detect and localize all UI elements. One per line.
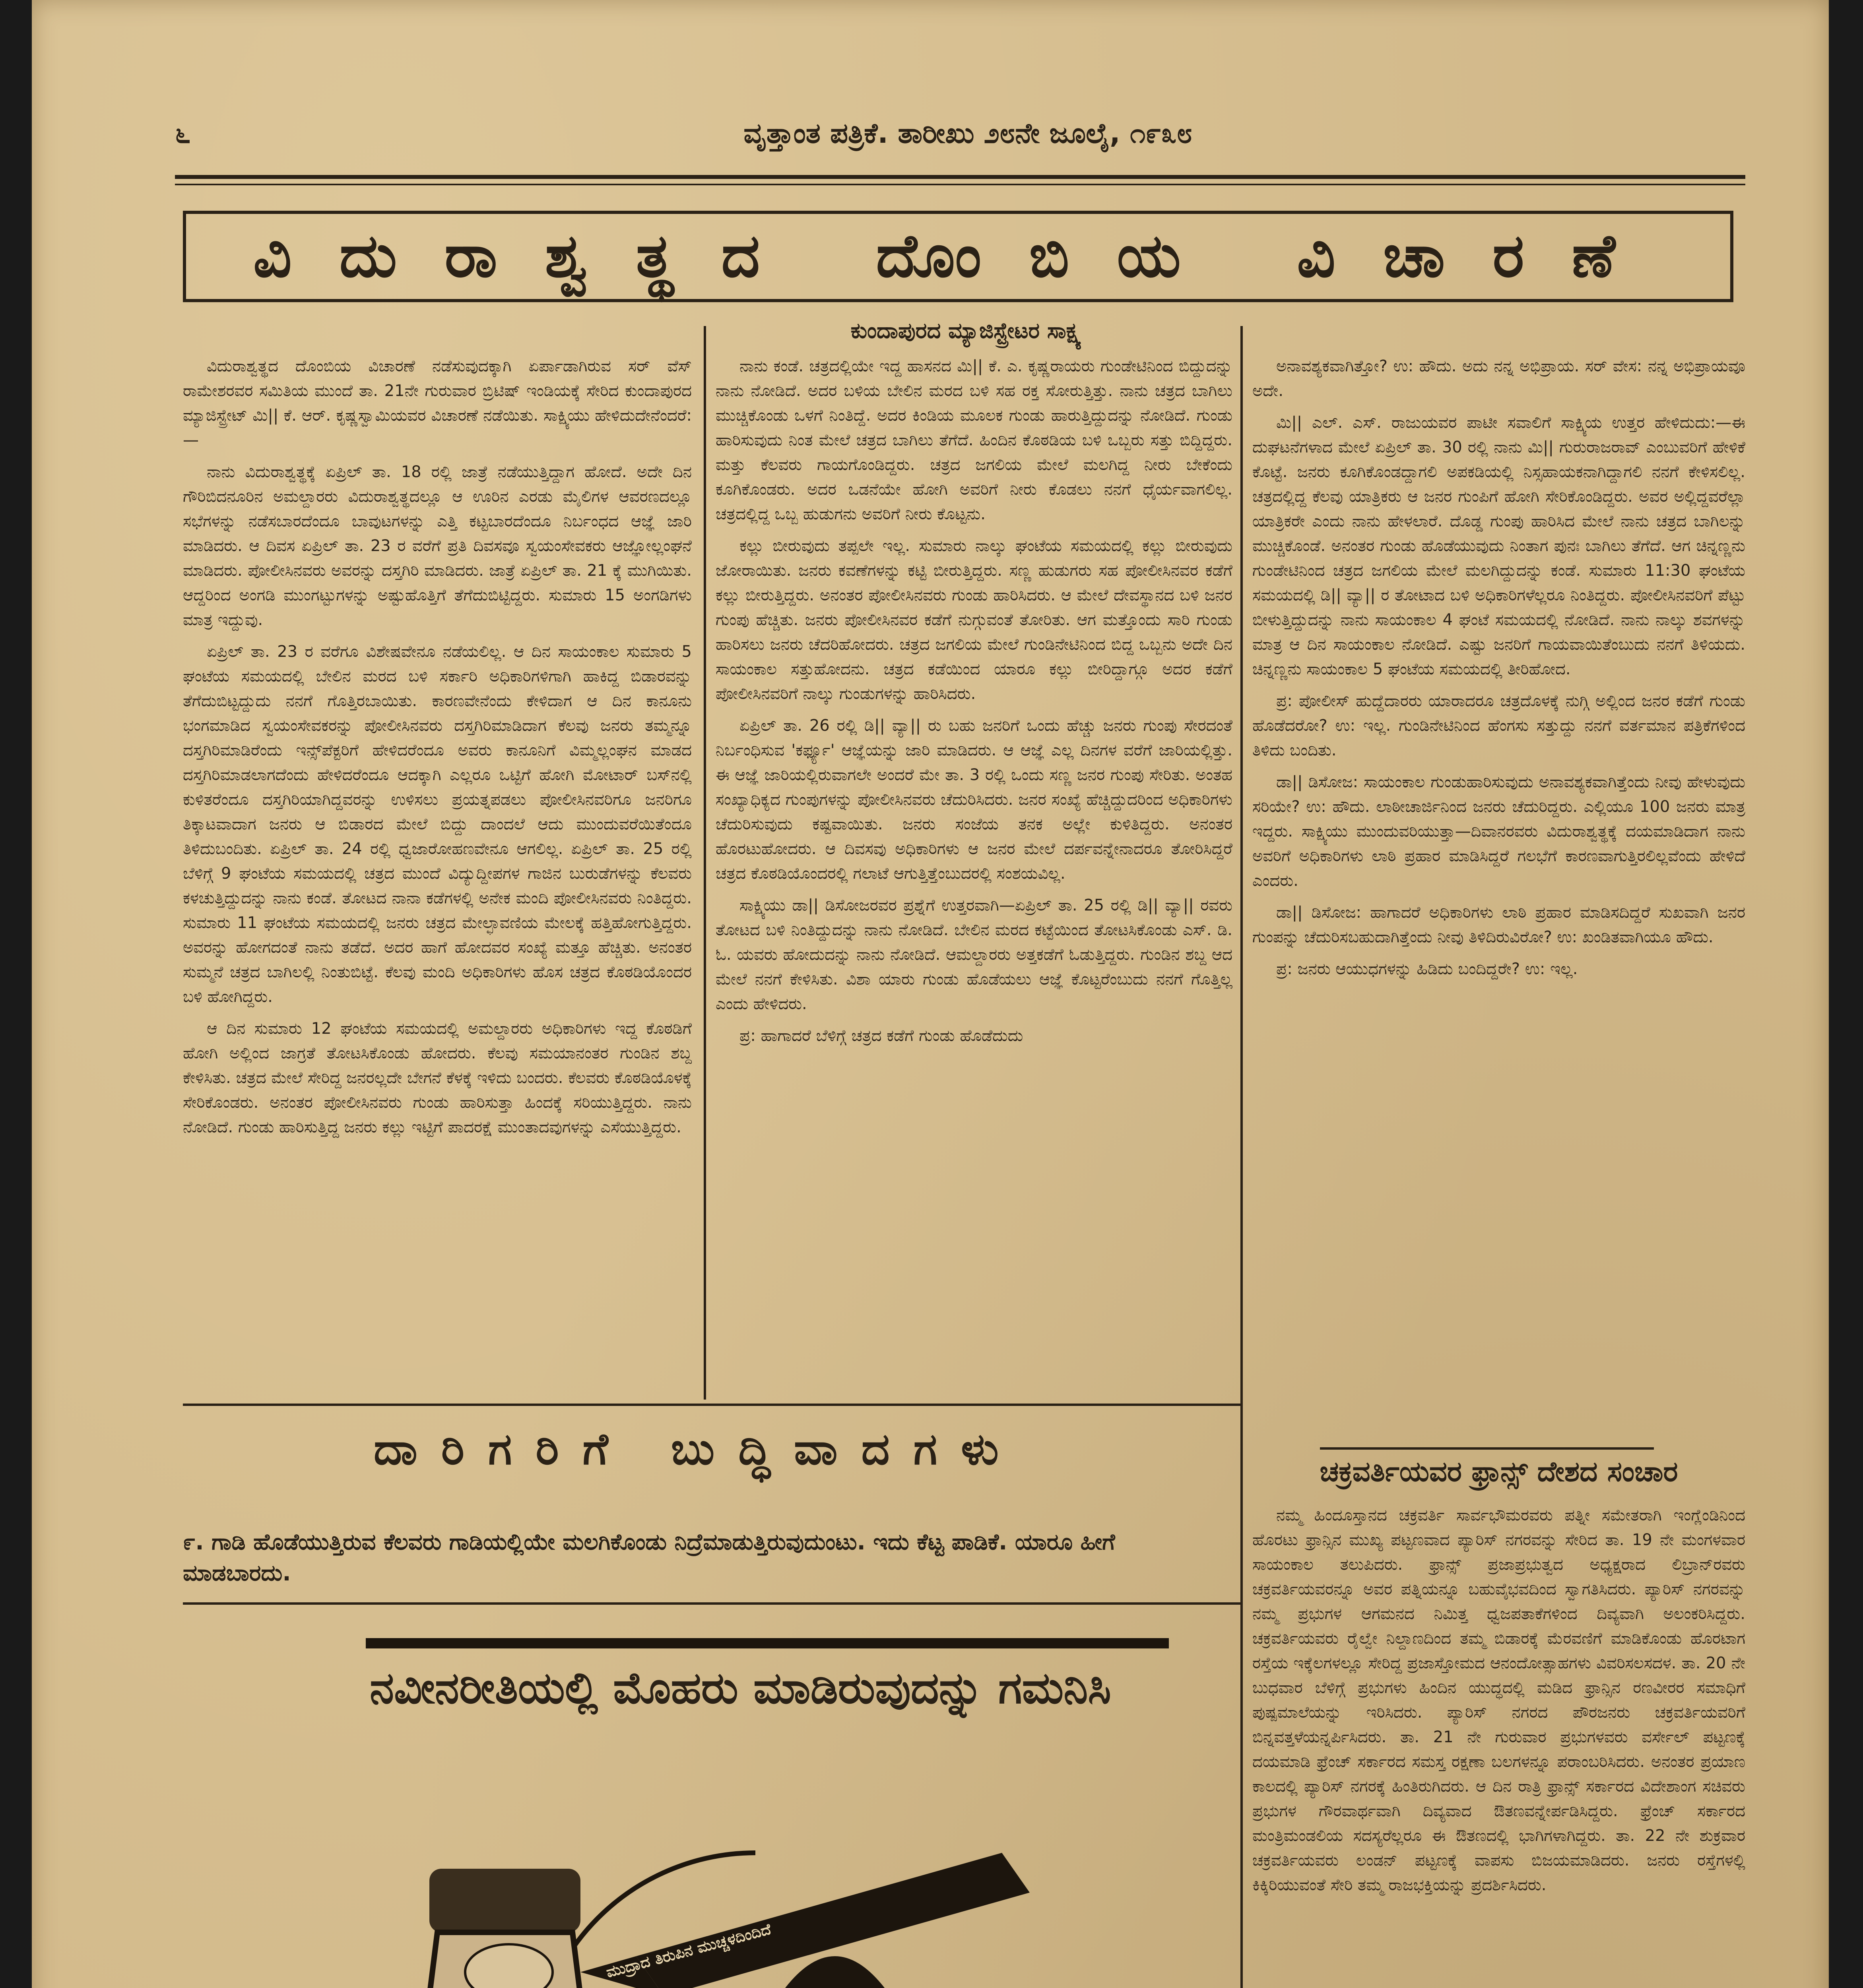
paragraph: ಆ ದಿನ ಸುಮಾರು 12 ಘಂಟೆಯ ಸಮಯದಲ್ಲಿ ಅಮಲ್ದಾರರು ಅಧಿಕಾರಿಗಳು ಇದ್ದ ಕೊಠಡಿಗೆ ಹೋಗಿ ಅಲ್ಲಿಂದ ಜಾಗ್ರತೆ ತೋಟಸಿಕೊಂಡು ಹೋದರು. ಕೆಲವು ಸಮಯಾನಂತರ ಗುಂಡಿನ ಶಬ್ದ ಕೇಳಿಸಿತು. ಚತ್ರದ ಮೇಲೆ ಸೇರಿದ್ದ ಜನರಲ್ಲದೇ ಬೇಗನೆ ಕೆಳಕ್ಕೆ ಇಳಿದು ಬಂದರು. ಕೆಲವರು ಕೊಠಡಿಯೊಳಕ್ಕೆ ಸೇರಿಕೊಂಡರು. ಅನಂತರ ಪೋಲೀಸಿನವರು ಗುಂಡು ಹಾರಿಸುತ್ತಾ ಹಿಂದಕ್ಕೆ ಸರಿಯುತ್ತಿದ್ದರು. ನಾನು ನೋಡಿದೆ. ಗುಂಡು ಹಾರಿಸುತ್ತಿದ್ದ ಜನರು ಕಲ್ಲು ಇಟ್ಟಿಗೆ ಪಾದರಕ್ಷೆ ಮುಂತಾದವುಗಳನ್ನು ಎಸೆಯುತ್ತಿದ್ದರು. bbox=[183, 1019, 692, 1136]
page-header bbox=[175, 115, 1745, 151]
paragraph: ಮಿ|| ಎಲ್. ಎಸ್. ರಾಜುಯವರ ಪಾಟೀ ಸವಾಲಿಗೆ ಸಾಕ್ಷ್ಯಿಯ ಉತ್ತರ ಹೇಳಿದುದು:—ಈ ದುಘಟನೆಗಳಾದ ಮೇಲೆ ಏಪ್ರಿಲ್ ತಾ. 30 ರಲ್ಲಿ ನಾನು ಮಿ|| ಗುರುರಾಜರಾವ್ ಎಂಬುವರಿಗೆ ಹೇಳಿಕೆ ಕೊಟ್ಟೆ. ಜನರು ಕೂಗಿಕೊಂಡದ್ದಾಗಲಿ ಅಪಕಡಿಯಲ್ಲಿ ನಿಸ್ಸಹಾಯಕನಾಗಿದ್ದಾಗಲಿ ನನಗೆ ಕೇಳಿಸಲಿಲ್ಲ. ಚತ್ರದಲ್ಲಿದ್ದ ಕೆಲವು ಯಾತ್ರಿಕರು ಆ ಜನರ ಗುಂಪಿಗೆ ಹೋಗಿ ಸೇರಿಕೊಂಡಿದ್ದರು. ಅವರ ಅಲ್ಲಿದ್ದವರೆಲ್ಲಾ ಯಾತ್ರಿಕರೇ ಎಂದು ನಾನು ಹೇಳಲಾರೆ. ದೊಡ್ಡ ಗುಂಪು ಹಾರಿಸಿದ ಮೇಲೆ ನಾನು ಚತ್ರದ ಬಾಗಿಲನ್ನು ಮುಚ್ಚಿಕೊಂಡೆ. ಅನಂತರ ಗುಂಡು ಹೊಡೆಯುವುದು ನಿಂತಾಗ ಪುನಃ ಬಾಗಿಲು ತೆಗೆದೆ. ಆಗ ಚಿನ್ನಣ್ಣನು ಗುಂಡೇಟಿನಿಂದ ಚತ್ರದ ಜಗಲಿಯ ಮೇಲೆ ಮಲಗಿದ್ದುದನ್ನು ಕಂಡೆ. ಸುಮಾರು 11:30 ಘಂಟೆಯ ಸಮಯದಲ್ಲಿ ಡಿ|| ವ್ಯಾ|| ರ ತೋಟಾದ ಬಳಿ ಅಧಿಕಾರಿಗಳೆಲ್ಲರೂ ನಿಂತಿದ್ದರು. ಪೋಲೀಸಿನವರಿಗೆ ಪೆಟ್ಟು ಬೀಳುತ್ತಿದ್ದುದನ್ನು ನಾನು ಸಾಯಂಕಾಲ 4 ಘಂಟೆ ಸಮಯದಲ್ಲಿ ನೋಡಿದೆ. ನಾನು ನಾಲ್ಕು ಶವಗಳನ್ನು ಮಾತ್ರ ಆ ದಿನ ಸಾಯಂಕಾಲ ನೋಡಿದೆ. ಎಷ್ಟು ಜನರಿಗೆ ಗಾಯವಾಯಿತೆಂಬುದು ನನಗೆ ತಿಳಿಯದು. ಚಿನ್ನಣ್ಣನು ಸಾಯಂಕಾಲ 5 ಘಂಟೆಯ ಸಮಯದಲ್ಲಿ ತೀರಿಹೋದ. bbox=[1252, 414, 1745, 678]
column-divider bbox=[1240, 326, 1243, 1988]
paragraph: ಕಲ್ಲು ಬೀರುವುದು ತಪ್ಪಲೇ ಇಲ್ಲ. ಸುಮಾರು ನಾಲ್ಕು ಘಂಟೆಯ ಸಮಯದಲ್ಲಿ ಕಲ್ಲು ಬೀರುವುದು ಜೋರಾಯಿತು. ಜನರು ಕವಣೆಗಳನ್ನು ಕಟ್ಟಿ ಬೀರುತ್ತಿದ್ದರು. ಸಣ್ಣ ಹುಡುಗರು ಸಹ ಪೋಲೀಸಿನವರ ಕಡೆಗೆ ಕಲ್ಲು ಬೀರುತ್ತಿದ್ದರು. ಅನಂತರ ಪೋಲೀಸಿನವರು ಗುಂಡು ಹಾರಿಸಿದರು. ಆ ಮೇಲೆ ದೇವಸ್ಥಾನದ ಬಳಿ ಜನರ ಗುಂಪು ಹೆಚ್ಚಿತು. ಜನರು ಪೋಲೀಸಿನವರ ಕಡೆಗೆ ನುಗ್ಗುವಂತೆ ತೋರಿತು. ಆಗ ಮತ್ತೊಂದು ಸಾರಿ ಗುಂಡು ಹಾರಿಸಲು ಜನರು ಚೆದರಿಹೋದರು. ಚತ್ರದ ಜಗಲಿಯ ಮೇಲೆ ಗುಂಡಿನೇಟಿನಿಂದ ಬಿದ್ದ ಒಬ್ಬನು ಅದೇ ದಿನ ಸಾಯಂಕಾಲ ಸತ್ತುಹೋದನು. ಚತ್ರದ ಕಡೆಯಿಂದ ಯಾರೂ ಕಲ್ಲು ಬೀರಿದ್ದಾಗ್ಗೂ ಅದರ ಕಡೆಗೆ ಪೋಲೀಸಿನವರಿಗೆ ನಾಲ್ಕು ಗುಂಡುಗಳನ್ನು ಹಾರಿಸಿದರು. bbox=[716, 537, 1232, 703]
article-subheading: ಕುಂದಾಪುರದ ಮ್ಯಾಜಿಸ್ಟ್ರೇಟರ ಸಾಕ್ಷ್ಯ bbox=[850, 318, 1082, 343]
bottle-cap bbox=[429, 1869, 580, 1932]
article-column-2 bbox=[716, 354, 1232, 1388]
bottle-seal bbox=[465, 1944, 553, 1988]
paragraph: ಪ್ರ: ಪೋಲೀಸ್ ಹುದ್ದೆದಾರರು ಯಾರಾದರೂ ಚತ್ರದೊಳಕ್ಕೆ ನುಗ್ಗಿ ಅಲ್ಲಿಂದ ಜನರ ಕಡೆಗೆ ಗುಂಡು ಹೊಡೆದರೋ? ಉ: ಇಲ್ಲ. ಗುಂಡಿನೇಟಿನಿಂದ ಹೆಂಗಸು ಸತ್ತುದ್ದು ನನಗೆ ವರ್ತಮಾನ ಪತ್ರಿಕೆಗಳಿಂದ ತಿಳಿದು ಬಂದಿತು. bbox=[1252, 692, 1745, 759]
paragraph: ಪ್ರ: ಹಾಗಾದರೆ ಬೆಳಿಗ್ಗೆ ಚತ್ರದ ಕಡೆಗೆ ಗುಂಡು ಹೊಡೆದುದು bbox=[739, 1027, 1023, 1045]
tips-title: ದಾರಿಗರಿಗೆ ಬುದ್ಧಿವಾದಗಳು bbox=[374, 1423, 1023, 1474]
paragraph: ವಿದುರಾಶ್ವತ್ಥದ ದೊಂಬಿಯ ವಿಚಾರಣೆ ನಡೆಸುವುದಕ್ಕಾಗಿ ಏರ್ಪಾಡಾಗಿರುವ ಸರ್ ವೆಸ್ ರಾಮೇಶರವರ ಸಮಿತಿಯ ಮುಂದೆ ತಾ. 21ನೇ ಗುರುವಾರ ಬ್ರಿಟಿಷ್ ಇಂಡಿಯಕ್ಕೆ ಸೇರಿದ ಕುಂದಾಪುರದ ಮ್ಯಾಜಿಸ್ಟ್ರೇಟ್ ಮಿ|| ಕೆ. ಆರ್. ಕೃಷ್ಣಸ್ವಾಮಿಯವರ ವಿಚಾರಣೆ ನಡೆಯಿತು. ಸಾಕ್ಷ್ಯಿಯು ಹೇಳಿದುದೇನೆಂದರೆ:— bbox=[183, 357, 692, 449]
woman-hair bbox=[779, 1956, 979, 1988]
ad-ribbon-text: ಮುದ್ರಾದ ತಿರುಪಿನ ಮುಚ್ಚಳದಿಂದಿದೆ bbox=[604, 1920, 773, 1981]
story-rule bbox=[1320, 1447, 1654, 1450]
article-banner bbox=[183, 211, 1733, 302]
paragraph: ಪ್ರ: ಜನರು ಆಯುಧಗಳನ್ನು ಹಿಡಿದು ಬಂದಿದ್ದರೇ? ಉ: ಇಲ್ಲ. bbox=[1276, 960, 1578, 978]
header-rule-thin bbox=[175, 184, 1745, 185]
page-number: ೬ bbox=[175, 116, 191, 149]
paragraph: ಡಾ|| ಡಿಸೋಜ: ಸಾಯಂಕಾಲ ಗುಂಡುಹಾರಿಸುವುದು ಅನಾವಶ್ಯಕವಾಗಿತ್ತೆಂದು ನೀವು ಹೇಳುವುದು ಸರಿಯೇ? ಉ: ಹೌದು. ಲಾಠೀಚಾರ್ಜಿನಿಂದ ಜನರು ಚೆದುರಿದ್ದರು. ಎಲ್ಲಿಯೂ 100 ಜನರು ಮಾತ್ರ ಇದ್ದರು. ಸಾಕ್ಷ್ಯಿಯು ಮುಂದುವರಿಯುತ್ತಾ—ದಿವಾನರವರು ವಿದುರಾಶ್ವತ್ಥಕ್ಕೆ ದಯಮಾಡಿದಾಗ ನಾನು ಅವರಿಗೆ ಅಧಿಕಾರಿಗಳು ಲಾಠಿ ಪ್ರಹಾರ ಮಾಡಿಸಿದ್ದರೆ ಗಲಭೆಗೆ ಕಾರಣವಾಗುತ್ತಿರಲಿಲ್ಲವೆಂದು ಹೇಳಿದೆ ಎಂದರು. bbox=[1252, 773, 1745, 890]
paragraph: ನಾನು ವಿದುರಾಶ್ವತ್ಥಕ್ಕೆ ಏಪ್ರಿಲ್ ತಾ. 18 ರಲ್ಲಿ ಜಾತ್ರೆ ನಡೆಯುತ್ತಿದ್ದಾಗ ಹೋದೆ. ಅದೇ ದಿನ ಗೌರಿಬಿದನೂರಿನ ಅಮಲ್ದಾರರು ವಿದುರಾಶ್ವತ್ಥದಲ್ಲೂ ಆ ಊರಿನ ಎರಡು ಮೈಲಿಗಳ ಆವರಣದಲ್ಲೂ ಸಭೆಗಳನ್ನು ನಡೆಸಬಾರದೆಂದೂ ಬಾವುಟಗಳನ್ನು ಎತ್ತಿ ಕಟ್ಟಬಾರದೆಂದೂ ನಿರ್ಬಂಧದ ಆಜ್ಞೆ ಜಾರಿ ಮಾಡಿದರು. ಆ ದಿವಸ ಏಪ್ರಿಲ್ ತಾ. 23 ರ ವರೆಗೆ ಪ್ರತಿ ದಿವಸವೂ ಸ್ವಯಂಸೇವಕರು ಆಜ್ಞೋಲ್ಲಂಘನೆ ಮಾಡಿದರು. ಪೋಲೀಸಿನವರು ಅವರನ್ನು ದಸ್ತಗಿರಿ ಮಾಡಿದರು. ಜಾತ್ರೆ ಏಪ್ರಿಲ್ ತಾ. 21 ಕ್ಕೆ ಮುಗಿಯಿತು. ಆದ್ದರಿಂದ ಅಂಗಡಿ ಮುಂಗಟ್ಟುಗಳನ್ನು ಅಷ್ಟುಹೊತ್ತಿಗೆ ತೆಗೆದುಬಿಟ್ಟಿದ್ದರು. ಸುಮಾರು 15 ಅಂಗಡಿಗಳು ಮಾತ್ರ ಇದ್ದುವು. bbox=[183, 463, 692, 629]
ad-illustration bbox=[358, 1749, 1193, 1988]
banner-title: ವಿದುರಾಶ್ವತ್ಥದ ದೊಂಬಿಯ ವಿಚಾರಣೆ bbox=[253, 221, 1663, 291]
paragraph: ಅನಾವಶ್ಯಕವಾಗಿತ್ತೋ? ಉ: ಹೌದು. ಅದು ನನ್ನ ಅಭಿಪ್ರಾಯ. ಸರ್ ವೇಸ: ನನ್ನ ಅಭಿಪ್ರಾಯವೂ ಅದೇ. bbox=[1252, 357, 1745, 400]
tips-text: ೯. ಗಾಡಿ ಹೊಡೆಯುತ್ತಿರುವ ಕೆಲವರು ಗಾಡಿಯಲ್ಲಿಯೇ ಮಲಗಿಕೊಂಡು ನಿದ್ರೆಮಾಡುತ್ತಿರುವುದುಂಟು. ಇದು ಕೆಟ್ಟ ಪಾಡಿಕೆ. ಯಾರೂ ಹೀಗೆ ಮಾಡಬಾರದು. bbox=[183, 1529, 1115, 1586]
ad-top-bar bbox=[366, 1638, 1169, 1648]
masthead: ವೃತ್ತಾಂತ ಪತ್ರಿಕೆ. ತಾರೀಖು ೨೮ನೇ ಜೂಲೈ, ೧೯೩೮ bbox=[743, 116, 1192, 149]
newspaper-page bbox=[32, 0, 1829, 1988]
paragraph: ನಮ್ಮ ಹಿಂದೂಸ್ತಾನದ ಚಕ್ರವರ್ತಿ ಸಾರ್ವಭೌಮರವರು ಪತ್ನೀ ಸಮೇತರಾಗಿ ಇಂಗ್ಲೆಂಡಿನಿಂದ ಹೊರಟು ಫ್ರಾನ್ಸಿನ ಮುಖ್ಯ ಪಟ್ಟಣವಾದ ಪ್ಯಾರಿಸ್ ನಗರವನ್ನು ಸೇರಿದ ತಾ. 19 ನೇ ಮಂಗಳವಾರ ಸಾಯಂಕಾಲ ತಲುಪಿದರು. ಫ್ರಾನ್ಸ್ ಪ್ರಜಾಪ್ರಭುತ್ವದ ಅಧ್ಯಕ್ಷರಾದ ಲಿಬ್ರಾನ್‌ರವರು ಚಕ್ರವರ್ತಿಯವರನ್ನೂ ಅವರ ಪತ್ನಿಯನ್ನೂ ಬಹುವೈಭವದಿಂದ ಸ್ವಾಗತಿಸಿದರು. ಪ್ಯಾರಿಸ್ ನಗರವನ್ನು ನಮ್ಮ ಪ್ರಭುಗಳ ಆಗಮನದ ನಿಮಿತ್ತ ಧ್ವಜಪತಾಕೆಗಳಿಂದ ದಿವ್ಯವಾಗಿ ಅಲಂಕರಿಸಿದ್ದರು. ಚಕ್ರವರ್ತಿಯವರು ರೈಲ್ವೇ ನಿಲ್ದಾಣದಿಂದ ತಮ್ಮ ಬಿಡಾರಕ್ಕೆ ಮೆರವಣಿಗೆ ಮಾಡಿಕೊಂಡು ಹೊರಟಾಗ ರಸ್ತೆಯ ಇಕ್ಕೆಲಗಳಲ್ಲೂ ಸೇರಿದ್ದ ಪ್ರಜಾಸ್ತೋಮದ ಆನಂದೋತ್ಸಾಹಗಳು ವಿವರಿಸಲಸದಳ. ತಾ. 20 ನೇ ಬುಧವಾರ ಬೆಳಿಗ್ಗೆ ಪ್ರಭುಗಳು ಹಿಂದಿನ ಯುದ್ಧದಲ್ಲಿ ಮಡಿದ ಫ್ರಾನ್ಸಿನ ರಣವೀರರ ಸಮಾಧಿಗೆ ಪುಷ್ಪಮಾಲೆಯನ್ನು ಇರಿಸಿದರು. ಪ್ಯಾರಿಸ್ ನಗರದ ಪೌರಜನರು ಚಕ್ರವರ್ತಿಯವರಿಗೆ ಬಿನ್ನವತ್ತಳೆಯನ್ನರ್ಪಿಸಿದರು. ತಾ. 21 ನೇ ಗುರುವಾರ ಪ್ರಭುಗಳವರು ವರ್ಸೇಲ್ ಪಟ್ಟಣಕ್ಕೆ ದಯಮಾಡಿ ಫ್ರೆಂಚ್ ಸರ್ಕಾರದ ಸಮಸ್ತ ರಕ್ಷಣಾ ಬಲಗಳನ್ನೂ ಪರಾಂಬರಿಸಿದರು. ಅನಂತರ ಪ್ರಯಾಣ ಕಾಲದಲ್ಲಿ ಪ್ಯಾರಿಸ್ ನಗರಕ್ಕೆ ಹಿಂತಿರುಗಿದರು. ಆ ದಿನ ರಾತ್ರಿ ಫ್ರಾನ್ಸ್ ಸರ್ಕಾರದ ವಿದೇಶಾಂಗ ಸಚಿವರು ಪ್ರಭುಗಳ ಗೌರವಾರ್ಥವಾಗಿ ದಿವ್ಯವಾದ ಔತಣವನ್ನೇರ್ಪಡಿಸಿದ್ದರು. ಫ್ರೆಂಚ್ ಸರ್ಕಾರದ ಮಂತ್ರಿಮಂಡಲಿಯ ಸದಸ್ಯರೆಲ್ಲರೂ ಈ ಔತಣದಲ್ಲಿ ಭಾಗಿಗಳಾಗಿದ್ದರು. ತಾ. 22 ನೇ ಶುಕ್ರವಾರ ಚಕ್ರವರ್ತಿಯವರು ಲಂಡನ್ ಪಟ್ಟಣಕ್ಕೆ ವಾಪಸು ಬಿಜಯಮಾಡಿದರು. ಜನರು ರಸ್ತೆಗಳಲ್ಲಿ ಕಿಕ್ಕಿರಿಯುವಂತೆ ಸೇರಿ ತಮ್ಮ ರಾಜಭಕ್ತಿಯನ್ನು ಪ್ರದರ್ಶಿಸಿದರು. bbox=[1252, 1506, 1745, 1894]
france-article bbox=[1252, 1503, 1745, 1988]
header-rule bbox=[175, 175, 1745, 179]
france-title: ಚಕ್ರವರ್ತಿಯವರ ಫ್ರಾನ್ಸ್ ದೇಶದ ಸಂಚಾರ bbox=[1320, 1455, 1678, 1488]
paragraph: ಏಪ್ರಿಲ್ ತಾ. 26 ರಲ್ಲಿ ಡಿ|| ವ್ಯಾ|| ರು ಬಹು ಜನರಿಗೆ ಒಂದು ಹೆಚ್ಚು ಜನರು ಗುಂಪು ಸೇರದಂತೆ ನಿರ್ಬಂಧಿಸುವ 'ಕರ್ಫ್ಯೂ' ಆಜ್ಞೆಯನ್ನು ಜಾರಿ ಮಾಡಿದರು. ಆ ಆಜ್ಞೆ ಎಲ್ಲ ದಿನಗಳ ವರೆಗೆ ಜಾರಿಯಲ್ಲಿತ್ತು. ಈ ಆಜ್ಞೆ ಜಾರಿಯಲ್ಲಿರುವಾಗಲೇ ಅಂದರೆ ಮೇ ತಾ. 3 ರಲ್ಲಿ ಒಂದು ಸಣ್ಣ ಜನರ ಗುಂಪು ಸೇರಿತು. ಅಂತಹ ಸಂಖ್ಯಾಧಿಕ್ಯದ ಗುಂಪುಗಳನ್ನು ಪೋಲೀಸಿನವರು ಚೆದುರಿಸಿದರು. ಜನರ ಸಂಖ್ಯೆ ಹೆಚ್ಚಿದ್ದುದರಿಂದ ಅಧಿಕಾರಿಗಳು ಚೆದುರಿಸುವುದು ಕಷ್ಟವಾಯಿತು. ಜನರು ಸಂಜೆಯ ತನಕ ಅಲ್ಲೇ ಕುಳಿತಿದ್ದರು. ಅನಂತರ ಹೊರಟುಹೋದರು. ಆ ದಿವಸವು ಅಧಿಕಾರಿಗಳು ಆ ಜನರ ಮೇಲೆ ದರ್ಪವನ್ನೇನಾದರೂ ತೋರಿಸಿದ್ದರೆ ಚತ್ರದ ಕೊಠಡಿಯೊಂದರಲ್ಲಿ ಗಲಾಟೆ ಆಗುತ್ತಿತ್ತೆಂಬುದರಲ್ಲಿ ಸಂಶಯವಿಲ್ಲ. bbox=[716, 716, 1232, 883]
section-rule bbox=[183, 1404, 1240, 1406]
article-column-3 bbox=[1252, 354, 1745, 1388]
paragraph: ಸಾಕ್ಷ್ಯಿಯು ಡಾ|| ಡಿಸೋಜರವರ ಪ್ರಶ್ನೆಗೆ ಉತ್ತರವಾಗಿ—ಏಪ್ರಿಲ್ ತಾ. 25 ರಲ್ಲಿ ಡಿ|| ವ್ಯಾ|| ರವರು ತೋಟದ ಬಳಿ ನಿಂತಿದ್ದುದನ್ನು ನಾನು ನೋಡಿದೆ. ಬೇಲಿನ ಮರದ ಕಟ್ಟೆಯಿಂದ ತೋಟಸಿಕೊಂಡು ಎಸ್. ಡಿ. ಓ. ಯವರು ಹೋದುದನ್ನು ನಾನು ನೋಡಿದೆ. ಆಮಲ್ದಾರರು ಅತ್ತಕಡೆಗೆ ಓಡುತ್ತಿದ್ದರು. ಗುಂಡಿನ ಶಬ್ದ ಆದ ಮೇಲೆ ನನಗೆ ಕೇಳಿಸಿತು. ವಿಶಾ ಯಾರು ಗುಂಡು ಹೊಡೆಯಲು ಆಜ್ಞೆ ಕೊಟ್ಟರೆಂಬುದು ನನಗೆ ಗೊತ್ತಿಲ್ಲ ಎಂದು ಹೇಳಿದರು. bbox=[716, 896, 1232, 1013]
column-divider bbox=[704, 326, 706, 1400]
paragraph: ಏಪ್ರಿಲ್ ತಾ. 23 ರ ವರೆಗೂ ವಿಶೇಷವೇನೂ ನಡೆಯಲಿಲ್ಲ. ಆ ದಿನ ಸಾಯಂಕಾಲ ಸುಮಾರು 5 ಘಂಟೆಯ ಸಮಯದಲ್ಲಿ ಬೇಲಿನ ಮರದ ಬಳಿ ಸರ್ಕಾರಿ ಅಧಿಕಾರಿಗಳಿಗಾಗಿ ಹಾಕಿದ್ದ ಬಿಡಾರವನ್ನು ತೆಗೆದುಬಿಟ್ಟದ್ದುದು ನನಗೆ ಗೊತ್ತಿರಬಾಯಿತು. ಕಾರಣವೇನೆಂದು ಕೇಳಿದಾಗ ಆ ದಿನ ಕಾನೂನು ಭಂಗಮಾಡಿದ ಸ್ವಯಂಸೇವಕರನ್ನು ಪೋಲೀಸಿನವರು ದಸ್ತಗಿರಿಮಾಡಿದಾಗ ಕೆಲವು ಜನರು ತಮ್ಮನ್ನೂ ದಸ್ತಗಿರಿಮಾಡಿರೆಂದು ಇನ್ಸ್‌ಪೆಕ್ಟರಿಗೆ ಹೇಳಿದರೆಂದೂ ಅವರು ಕಾನೂನಿಗೆ ವಿಮ್ಮಲ್ಲಂಘನ ಮಾಡದ ದಸ್ತಗಿರಿಮಾಡಲಾಗದೆಂದು ಹೇಳಿದರೆಂದೂ ಆದಕ್ಕಾಗಿ ಎಲ್ಲರೂ ಒಟ್ಟಿಗೆ ಹೋಗಿ ಮೋಟಾರ್ ಬಸ್‌ನಲ್ಲಿ ಕುಳಿತರೆಂದೂ ದಸ್ತಗಿರಿಯಾಗಿದ್ದವರನ್ನು ಉಳಿಸಲು ಪ್ರಯತ್ನಪಡಲು ಪೋಲೀಸಿನವರಿಗೂ ಜನರಿಗೂ ತಿಕ್ಕಾಟವಾದಾಗ ಜನರು ಆ ಬಿಡಾರದ ಮೇಲೆ ಬಿದ್ದು ದಾಂದಲೆ ಆದು ಮುಂದುವರೆಯಿತೆಂದೂ ತಿಳಿದುಬಂದಿತು. ಏಪ್ರಿಲ್ ತಾ. 24 ರಲ್ಲಿ ಧ್ವಜಾರೋಹಣವೇನೂ ಆಗಲಿಲ್ಲ. ಏಪ್ರಿಲ್ ತಾ. 25 ರಲ್ಲಿ ಬೆಳಿಗ್ಗೆ 9 ಘಂಟೆಯ ಸಮಯದಲ್ಲಿ ಚತ್ರದ ಮುಂದೆ ವಿದ್ಯುದ್ದೀಪಗಳ ಗಾಜಿನ ಬುರುಡೆಗಳನ್ನು ಕೆಲವರು ಕಳಚುತ್ತಿದ್ದುದನ್ನು ನಾನು ಕಂಡೆ. ತೋಟದ ನಾನಾ ಕಡೆಗಳಲ್ಲಿ ಅನೇಕ ಮಂದಿ ಪೋಲೀಸಿನವರು ನಿಂತಿದ್ದರು. ಸುಮಾರು 11 ಘಂಟೆಯ ಸಮಯದಲ್ಲಿ ಜನರು ಚತ್ರದ ಮೇಲ್ಛಾವಣಿಯ ಮೇಲಕ್ಕೆ ಹತ್ತಿಹೋಗುತ್ತಿದ್ದರು. ಅವರನ್ನು ಹೋಗದಂತೆ ನಾನು ತಡೆದೆ. ಅದರ ಹಾಗೆ ಹೋದವರ ಸಂಖ್ಯೆ ಮತ್ತೂ ಹೆಚ್ಚಿತು. ಅನಂತರ ಸುಮ್ಮನೆ ಚತ್ರದ ಬಾಗಿಲಲ್ಲಿ ನಿಂತುಬಿಟ್ಟೆ. ಕೆಲವು ಮಂದಿ ಅಧಿಕಾರಿಗಳು ಹೊಸ ಚತ್ರದ ಕೊಠಡಿಯೊಂದರ ಬಳಿ ಹೋಗಿದ್ದರು. bbox=[183, 643, 692, 1006]
paragraph: ನಾನು ಕಂಡೆ. ಚತ್ರದಲ್ಲಿಯೇ ಇದ್ದ ಹಾಸನದ ಮಿ|| ಕೆ. ಎ. ಕೃಷ್ಣರಾಯರು ಗುಂಡೇಟಿನಿಂದ ಬಿದ್ದುದನ್ನು ನಾನು ನೋಡಿದೆ. ಅದರ ಬಳಿಯ ಬೇಲಿನ ಮರದ ಬಳಿ ಸಹ ರಕ್ತ ಸೋರುತ್ತಿತ್ತು. ನಾನು ಚತ್ರದ ಬಾಗಿಲು ಮುಚ್ಚಿಕೊಂಡು ಒಳಗೆ ನಿಂತಿದ್ದೆ. ಅದರ ಕಿಂಡಿಯ ಮೂಲಕ ಗುಂಡು ಹಾರುತ್ತಿದ್ದುದನ್ನು ನೋಡಿದೆ. ಗುಂಡು ಹಾರಿಸುವುದು ನಿಂತ ಮೇಲೆ ಚತ್ರದ ಬಾಗಿಲು ತೆಗೆದೆ. ಹಿಂದಿನ ಕೊಠಡಿಯ ಬಳಿ ಒಬ್ಬರು ಸತ್ತು ಬಿದ್ದಿದ್ದರು. ಮತ್ತು ಕೆಲವರು ಗಾಯಗೊಂಡಿದ್ದರು. ಚತ್ರದ ಜಗಲಿಯ ಮೇಲೆ ಮಲಗಿದ್ದ ನೀರು ಬೇಕೆಂದು ಕೂಗಿಕೊಂಡರು. ಅದರ ಒಡನೆಯೇ ಹೋಗಿ ಅವರಿಗೆ ನೀರು ಕೊಡಲು ನನಗೆ ಧೈರ್ಯವಾಗಲಿಲ್ಲ. ಚತ್ರದಲ್ಲಿದ್ದ ಒಬ್ಬ ಹುಡುಗನು ಅವರಿಗೆ ನೀರು ಕೊಟ್ಟನು. bbox=[716, 357, 1232, 523]
ad-headline: ನವೀನರೀತಿಯಲ್ಲಿ ಮೊಹರು ಮಾಡಿರುವುದನ್ನು ಗಮನಿಸಿ bbox=[370, 1662, 1111, 1713]
paragraph: ಡಾ|| ಡಿಸೋಜ: ಹಾಗಾದರೆ ಅಧಿಕಾರಿಗಳು ಲಾಠಿ ಪ್ರಹಾರ ಮಾಡಿಸದಿದ್ದರೆ ಸುಖವಾಗಿ ಜನರ ಗುಂಪನ್ನು ಚೆದುರಿಸಬಹುದಾಗಿತ್ತೆಂದು ನೀವು ತಿಳಿದಿರುವಿರೋ? ಉ: ಖಂಡಿತವಾಗಿಯೂ ಹೌದು. bbox=[1252, 903, 1745, 946]
article-column-1 bbox=[183, 354, 692, 1388]
section-rule bbox=[183, 1602, 1240, 1605]
